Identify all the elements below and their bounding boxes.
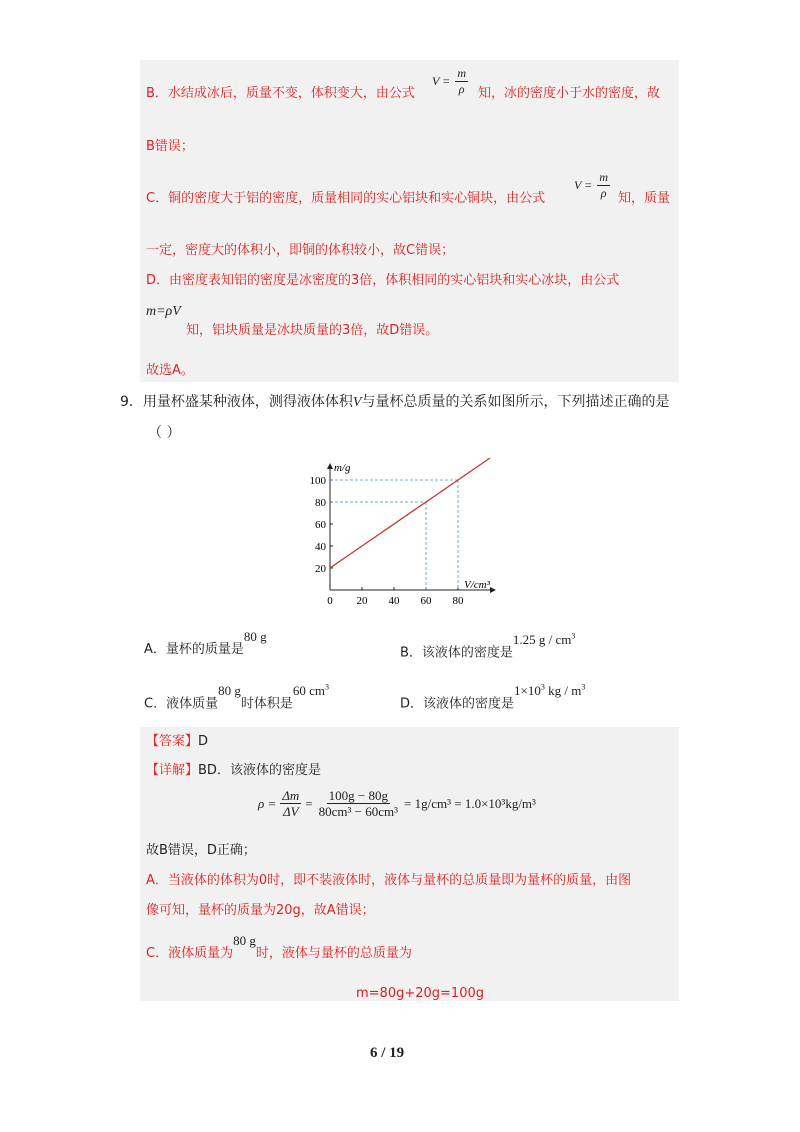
x-tick-label: 60 [420,595,432,607]
density-formula: ρ = $\frac{\Delta m}{\Delta V}$ = $\frac{100g - 80g}{\text{80cm³ − 60cm³}}$ = 1g/cm³ = 1.0×10³kg/m³ [258,788,536,819]
x-tick-label: 40 [388,595,400,607]
detail-line: 【详解】BD．该液体的密度是 [146,763,321,778]
x-axis-arrow [490,587,496,593]
page-number: 6 / 19 [370,1045,405,1061]
option-d[interactable]: D．该液体的密度是$1\times 10^3$ kg / $m^3$ [400,683,586,712]
line-c: C．液体质量为80 g时，液体与量杯的总质量为 [146,933,412,961]
line-bd: 故B错误，D正确； [146,843,256,858]
question-stem: 9．用量杯盛某种液体，测得液体体积V与量杯总质量的关系如图所示，下列描述正确的是 [120,394,670,410]
x-tick-label: 20 [356,595,368,607]
explain-c-line2: 一定，密度大的体积小，即铜的体积较小，故C错误； [146,243,455,258]
answer-line: 【答案】D [146,734,209,749]
explain-c-line1: C．铜的密度大于铝的密度，质量相同的实心铝块和实心铜块，由公式 [146,191,546,206]
option-b[interactable]: B．该液体的密度是1.25 g / $cm^3$ [400,632,576,661]
y-tick-label: 100 [309,475,326,487]
y-tick-label: 80 [315,497,326,509]
y-tick-label: 20 [315,563,326,575]
explain-c-line1-end: 知，质量 [618,191,671,206]
series-line [330,458,490,568]
y-axis-arrow [327,463,333,469]
y-tick-label: 60 [315,519,326,531]
y-tick-label: 40 [315,541,326,553]
formula-v-m-rho-1: V = $\frac{m}{\rho}$ [432,66,466,96]
explain-d-line2: 知，铝块质量是冰块质量的3倍，故D错误。 [186,323,439,338]
question-number: 9． [120,394,143,410]
y-axis-label: m/g [334,462,351,474]
x-tick-label: 80 [452,595,464,607]
explain-conclusion: 故选A。 [146,363,194,378]
answer-bracket: （ ） [148,425,181,441]
option-c[interactable]: C．液体质量80 g时体积是60 $cm^3$ [144,683,329,712]
formula-v-m-rho-2: V = $\frac{m}{\rho}$ [574,170,608,200]
option-a[interactable]: A．量杯的质量是80 g [144,629,267,657]
x-axis-label: V/cm³ [464,579,490,591]
explain-d-line1: D．由密度表知铝的密度是冰密度的3倍，体积相同的实心铝块和实心冰块，由公式 [146,273,620,288]
mass-volume-chart [300,440,530,610]
final-formula: m=80g+20g=100g [356,986,484,1001]
explain-b-line2: B错误； [146,139,194,154]
line-a2: 像可知，量杯的质量为20g，故A错误； [146,903,375,918]
explain-b-line1: B．水结成冰后，质量不变，体积变大，由公式 [146,86,415,101]
explain-b-line1-end: 知，冰的密度小于水的密度，故 [478,86,661,101]
formula-m-rho-v: m=ρV [146,304,181,319]
line-a1: A．当液体的体积为0时，即不装液体时，液体与量杯的总质量即为量杯的质量，由图 [146,873,632,888]
x-tick-label: 0 [327,595,333,607]
